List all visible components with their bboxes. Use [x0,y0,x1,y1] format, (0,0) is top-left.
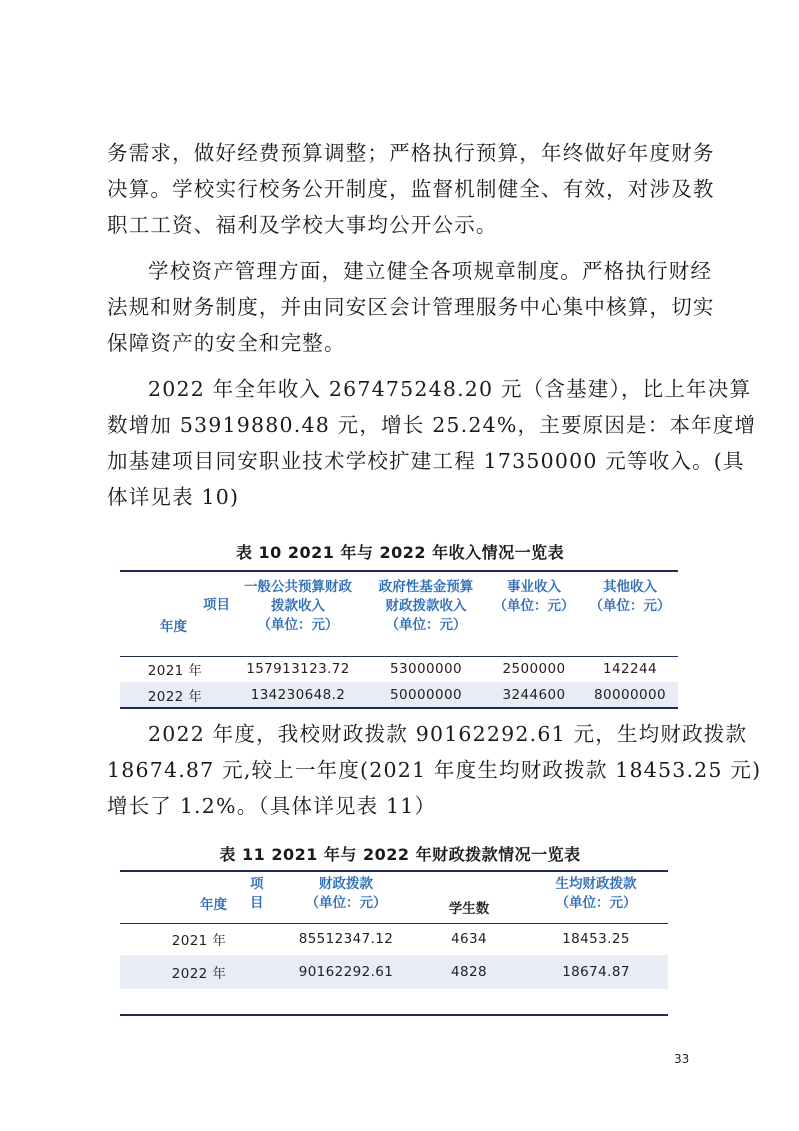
table10-col-other-income: 其他收入 （单位：元） [589,579,671,614]
table11-col-students: 学生数 [448,901,490,917]
table11-col-fiscal-allocation: 财政拨款 （单位：元） [305,876,387,911]
cell-value: 18453.25 [562,931,630,948]
page-number: 33 [674,1052,690,1066]
cell-value: 50000000 [366,682,486,708]
paragraph-fiscal-allocation [107,716,762,824]
corner-item-label: 项目 [203,597,230,613]
text-line: 决算。学校实行校务公开制度，监督机制健全、有效，对涉及教 [107,177,715,201]
cell-value: 90162292.61 [278,955,414,989]
table-spacer-row [120,989,668,1015]
text-line: 数增加 53919880.48 元，增长 25.24%，主要原因是：本年度增 [107,413,757,437]
text-line: 保障资产的安全和完整。 [107,331,346,355]
text-line: 务需求，做好经费预算调整；严格执行预算，年终做好年度财务 [107,141,715,165]
cell-value: 53000000 [390,661,462,678]
table-row [120,656,678,682]
cell-value: 157913123.72 [246,661,350,678]
text-line: 18674.87 元,较上一年度(2021 年度生均财政拨款 18453.25 元) [107,758,762,782]
text-line: 职工工资、福利及学校大事均公开公示。 [107,213,498,237]
table10-col-fund-budget: 政府性基金预算 财政拨款收入 （单位：元） [378,579,474,633]
corner-year-label: 年度 [160,619,187,635]
text-line: 体详见表 10) [107,485,240,509]
text-line: 学校资产管理方面，建立健全各项规章制度。严格执行财经 [148,259,713,283]
table10-col-business-income: 事业收入 （单位：元） [493,579,575,614]
text-line: 2022 年度，我校财政拨款 90162292.61 元，生均财政拨款 [148,722,748,746]
row-year: 2022 年 [120,682,230,708]
table-row [120,682,678,708]
row-year: 2021 年 [147,663,203,680]
cell-value: 134230648.2 [230,682,366,708]
paragraph-asset-management [107,253,715,361]
table11-corner [120,871,278,923]
text-line: 2022 年全年收入 267475248.20 元（含基建），比上年决算 [148,377,752,401]
paragraph-budget [107,135,715,243]
table10-header-row [120,571,678,656]
cell-value: 4634 [451,931,487,948]
text-line: 法规和财务制度，并由同安区会计管理服务中心集中核算，切实 [107,295,715,319]
table10-corner [120,571,230,656]
table11-header-row [120,871,668,923]
paragraph-income [107,371,757,515]
cell-value: 2500000 [502,661,566,678]
table10-col-general-budget: 一般公共预算财政 拨款收入 （单位：元） [244,579,352,633]
cell-value: 80000000 [582,682,678,708]
row-year: 2021 年 [171,933,227,950]
row-year: 2022 年 [120,955,278,989]
table-row [120,923,668,955]
table11-col-per-student: 生均财政拨款 （单位：元） [555,876,637,911]
table11-caption: 表 11 2021 年与 2022 年财政拨款情况一览表 [219,845,581,864]
corner-year-label: 年度 [200,897,227,913]
cell-value: 85512347.12 [298,931,394,948]
corner-item-label: 项 目 [250,876,264,911]
table11-fiscal-allocation [120,870,668,1016]
text-line: 增长了 1.2%。（具体详见表 11） [107,794,437,818]
table10-caption: 表 10 2021 年与 2022 年收入情况一览表 [235,543,565,562]
text-line: 加基建项目同安职业技术学校扩建工程 17350000 元等收入。(具 [107,449,745,473]
cell-value: 3244600 [486,682,582,708]
table10-income [120,570,678,709]
cell-value: 18674.87 [524,955,668,989]
cell-value: 4828 [414,955,524,989]
table-row [120,955,668,989]
cell-value: 142244 [603,661,657,678]
